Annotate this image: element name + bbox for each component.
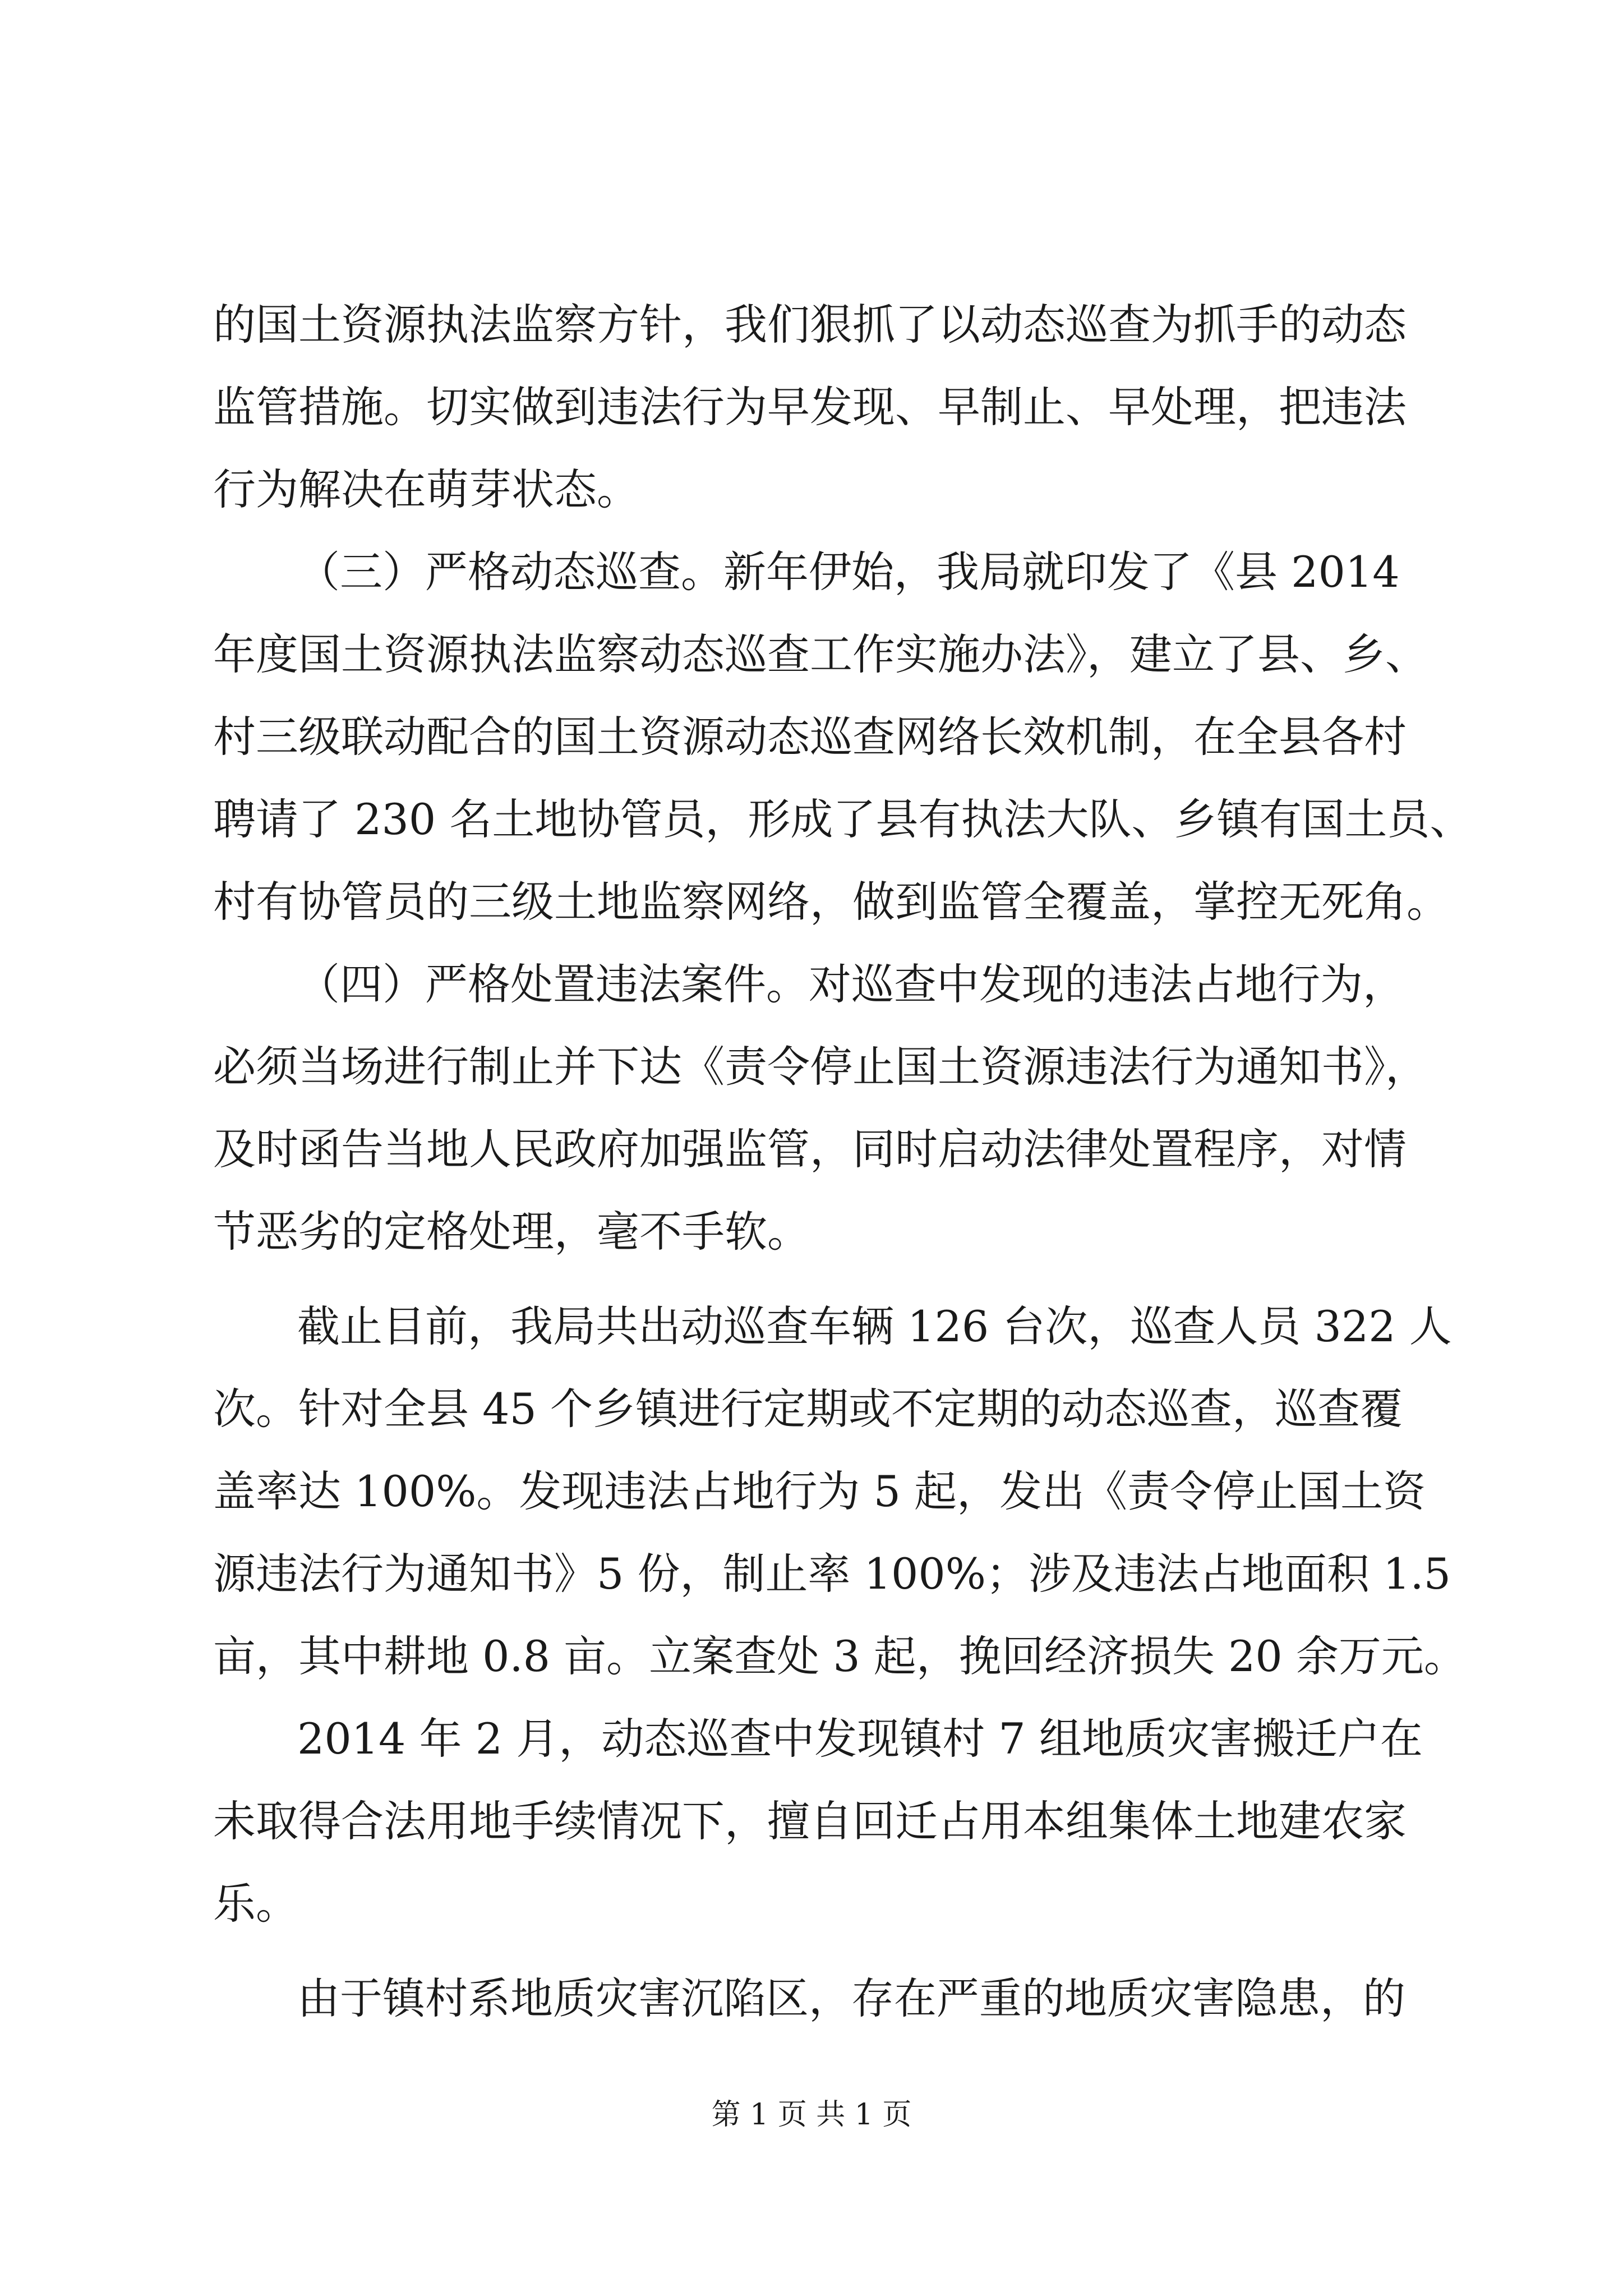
text-line: 亩，其中耕地 0.8 亩。立案查处 3 起，挽回经济损失 20 余万元。	[213, 1631, 1467, 1681]
text-line: 次。针对全县 45 个乡镇进行定期或不定期的动态巡查，巡查覆	[213, 1384, 1403, 1434]
document-body	[213, 283, 1473, 2040]
text-line: 聘请了 230 名土地协管员，形成了县有执法大队、乡镇有国土员、	[213, 794, 1473, 844]
page-number-footer: 第 1 页 共 1 页	[711, 2098, 912, 2132]
text-line: 监管措施。切实做到违法行为早发现、早制止、早处理，把违法	[213, 382, 1407, 432]
text-line: 及时函告当地人民政府加强监管，同时启动法律处置程序，对情	[213, 1124, 1407, 1174]
text-line: 的国土资源执法监察方针，我们狠抓了以动态巡查为抓手的动态	[213, 300, 1407, 349]
text-line: 节恶劣的定格处理，毫不手软。	[213, 1207, 810, 1257]
text-line: 乐。	[213, 1879, 298, 1929]
case-paragraph-line: 2014 年 2 月，动态巡查中发现镇村 7 组地质灾害搬迁户在	[297, 1714, 1423, 1764]
statistics-paragraph-line: 截止目前，我局共出动巡查车辆 126 台次，巡查人员 322 人	[297, 1301, 1452, 1351]
text-line: 行为解决在萌芽状态。	[213, 464, 639, 514]
section-3-heading-line: （三）严格动态巡查。新年伊始，我局就印发了《县 2014	[297, 547, 1400, 597]
text-line: 由于镇村系地质灾害沉陷区，存在严重的地质灾害隐患，的	[297, 1973, 1405, 2023]
text-line: 村有协管员的三级土地监察网络，做到监管全覆盖，掌控无死角。	[213, 877, 1449, 927]
section-4-heading-line: （四）严格处置违法案件。对巡查中发现的违法占地行为，	[297, 959, 1405, 1009]
text-line: 村三级联动配合的国土资源动态巡查网络长效机制，在全县各村	[213, 712, 1407, 762]
text-line: 必须当场进行制止并下达《责令停止国土资源违法行为通知书》，	[213, 1042, 1428, 1092]
text-line: 源违法行为通知书》5 份，制止率 100%；涉及违法占地面积 1.5	[213, 1549, 1451, 1599]
text-line: 未取得合法用地手续情况下，擅自回迁占用本组集体土地建农家	[213, 1796, 1407, 1846]
text-line: 年度国土资源执法监察动态巡查工作实施办法》，建立了县、乡、	[213, 629, 1428, 679]
text-line: 盖率达 100%。发现违法占地行为 5 起，发出《责令停止国土资	[213, 1466, 1426, 1516]
